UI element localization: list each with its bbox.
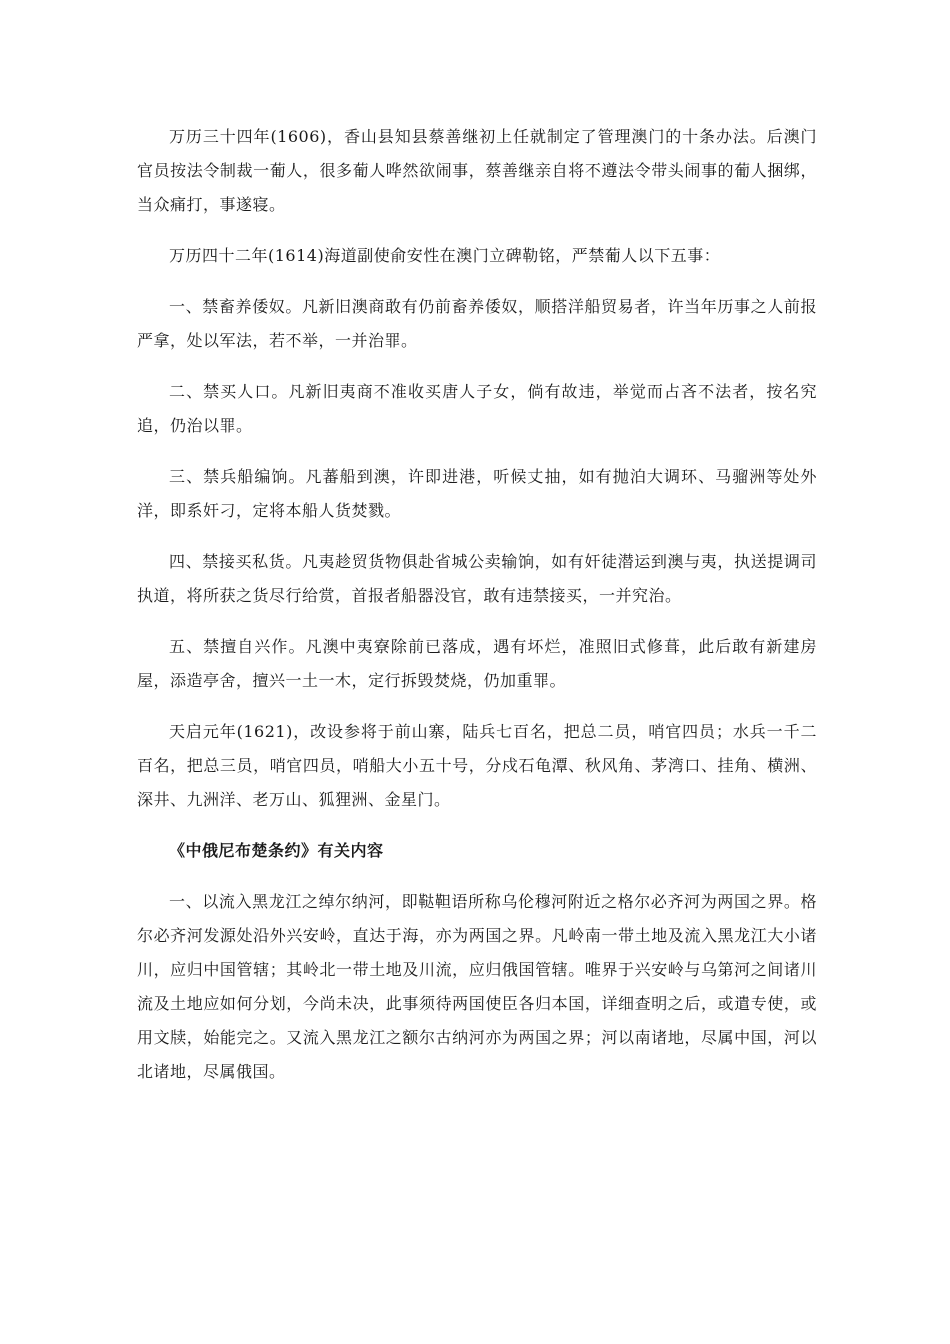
paragraph-cai-shanji: 万历三十四年(1606)，香山县知县蔡善继初上任就制定了管理澳门的十条办法。后澳门官员按法令制裁一葡人，很多葡人哗然欲闹事，蔡善继亲自将不遵法令带头闹事的葡人捆绑，当众痛打，事遂寝。: [137, 127, 817, 214]
paragraph-rule-4: 四、禁接买私货。凡夷趁贸货物俱赴省城公卖输饷，如有奸徒潜运到澳与夷，执送提调司执道，将所获之货尽行给赏，首报者船器没官，敢有违禁接买，一并究治。: [137, 552, 817, 605]
paragraph-rule-3: 三、禁兵船编饷。凡蕃船到澳，许即进港，听候丈抽，如有抛泊大调环、马骝洲等处外洋，即系奸刁，定将本船人货焚戮。: [137, 467, 817, 520]
paragraph-rule-2: 二、禁买人口。凡新旧夷商不准收买唐人子女，倘有故违，举觉而占吝不法者，按名究追，仍治以罪。: [137, 382, 817, 435]
paragraph-treaty: 一、以流入黑龙江之绰尔纳河，即鞑靼语所称乌伦穆河附近之格尔必齐河为两国之界。格尔必齐河发源处沿外兴安岭，直达于海，亦为两国之界。凡岭南一带土地及流入黑龙江大小诸川，应归中国管辖；其岭北一带土地及川流，应归俄国管辖。唯界于兴安岭与乌第河之间诸川流及土地应如何分划，今尚未决，此事须待两国使臣各归本国，详细查明之后，或遣专使，或用文牍，始能完之。又流入黑龙江之额尔古纳河亦为两国之界；河以南诸地，尽属中国，河以北诸地，尽属俄国。: [137, 892, 817, 1081]
paragraph-tianqi: 天启元年(1621)，改设参将于前山寨，陆兵七百名，把总二员，哨官四员；水兵一千二百名，把总三员，哨官四员，哨船大小五十号，分戍石龟潭、秋风角、茅湾口、挂角、横洲、深井、九洲洋、老万山、狐狸洲、金星门。: [137, 722, 817, 809]
paragraph-rule-5: 五、禁擅自兴作。凡澳中夷寮除前已落成，遇有坏烂，准照旧式修葺，此后敢有新建房屋，添造亭舍，擅兴一土一木，定行拆毁焚烧，仍加重罪。: [137, 637, 817, 690]
paragraph-stele-intro: 万历四十二年(1614)海道副使俞安性在澳门立碑勒铭，严禁葡人以下五事：: [169, 246, 721, 265]
section-heading: 《中俄尼布楚条约》有关内容: [169, 841, 384, 860]
paragraph-rule-1: 一、禁畜养倭奴。凡新旧澳商敢有仍前畜养倭奴，顺搭洋船贸易者，许当年历事之人前报严拿，处以军法，若不举，一并治罪。: [137, 297, 817, 350]
document-page: [137, 120, 817, 1106]
